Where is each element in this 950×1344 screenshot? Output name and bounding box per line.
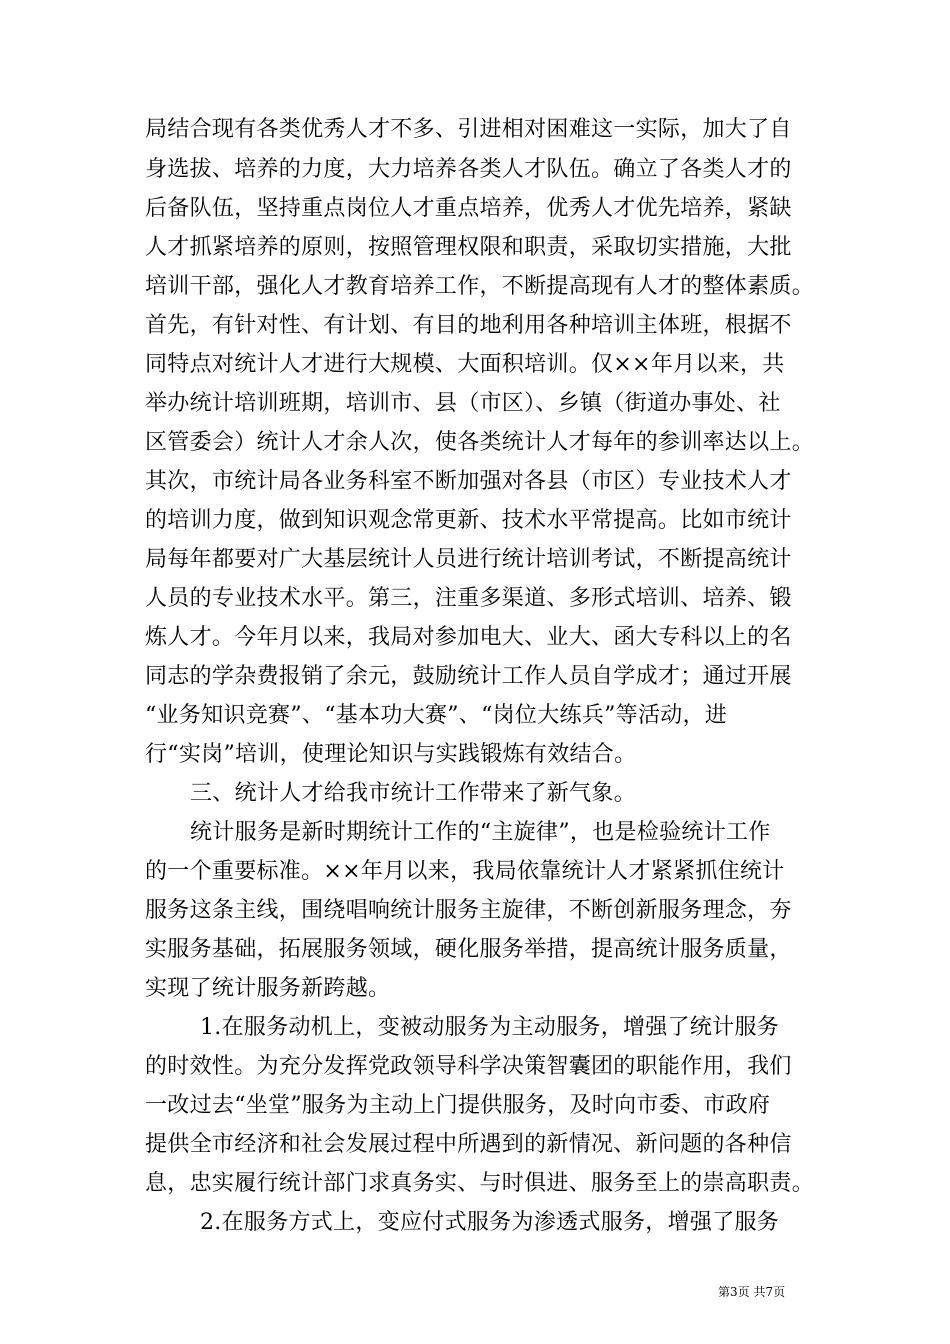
body-line: 首先，有针对性、有计划、有目的地利用各种培训主体班，根据不 [145, 313, 792, 338]
body-line: 息，忠实履行统计部门求真务实、与时俱进、服务至上的崇高职责。 [145, 1171, 815, 1196]
body-line: 炼人才。今年月以来，我局对参加电大、业大、函大专科以上的名 [145, 625, 792, 650]
body-line: 培训干部，强化人才教育培养工作，不断提高现有人才的整体素质。 [145, 274, 815, 299]
body-line: 的一个重要标准。××年月以来，我局依靠统计人才紧紧抓住统计 [145, 859, 785, 884]
body-line: 人才抓紧培养的原则，按照管理权限和职责，采取切实措施，大批 [145, 235, 792, 260]
body-line: 实服务基础，拓展服务领域，硬化服务举措，提高统计服务质量， [145, 937, 792, 962]
body-line: 的培训力度，做到知识观念常更新、技术水平常提高。比如市统计 [145, 508, 792, 533]
body-line: 同特点对统计人才进行大规模、大面积培训。仅××年月以来，共 [145, 352, 785, 377]
page-number: 第3页 共7页 [718, 1285, 786, 1299]
body-line: 区管委会）统计人才余人次，使各类统计人才每年的参训率达以上。 [145, 430, 815, 455]
body-line: 实现了统计服务新跨越。 [145, 976, 391, 1001]
body-line: 1.在服务动机上，变被动服务为主动服务，增强了统计服务 [200, 1015, 780, 1040]
body-line: 同志的学杂费报销了余元，鼓励统计工作人员自学成才；通过开展 [145, 664, 792, 689]
body-line: 其次，市统计局各业务科室不断加强对各县（市区）专业技术人才 [145, 469, 792, 494]
body-line: 统计服务是新时期统计工作的“主旋律”，也是检验统计工作 [190, 820, 771, 845]
body-line: 举办统计培训班期，培训市、县（市区）、乡镇（街道办事处、社 [145, 391, 781, 416]
body-line: 行“实岗”培训，使理论知识与实践锻炼有效结合。 [145, 742, 637, 767]
body-line: 服务这条主线，围绕唱响统计服务主旋律，不断创新服务理念，夯 [145, 898, 792, 923]
body-line: 人员的专业技术水平。第三，注重多渠道、多形式培训、培养、锻 [145, 586, 792, 611]
body-line: 身选拔、培养的力度，大力培养各类人才队伍。确立了各类人才的 [145, 157, 792, 182]
body-line: 局结合现有各类优秀人才不多、引进相对困难这一实际，加大了自 [145, 117, 792, 142]
section-heading: 三、统计人才给我市统计工作带来了新气象。 [190, 781, 637, 806]
body-line: 局每年都要对广大基层统计人员进行统计培训考试，不断提高统计 [145, 547, 792, 572]
body-line: “业务知识竞赛”、“基本功大赛”、“岗位大练兵”等活动，进 [145, 703, 728, 728]
body-line: 2.在服务方式上，变应付式服务为渗透式服务，增强了服务 [200, 1210, 780, 1235]
body-line: 后备队伍，坚持重点岗位人才重点培养，优秀人才优先培养，紧缺 [145, 196, 792, 221]
body-line: 一改过去“坐堂”服务为主动上门提供服务，及时向市委、市政府 [145, 1093, 771, 1118]
body-line: 提供全市经济和社会发展过程中所遇到的新情况、新问题的各种信 [145, 1132, 792, 1157]
body-line: 的时效性。为充分发挥党政领导科学决策智囊团的职能作用，我们 [145, 1054, 792, 1079]
